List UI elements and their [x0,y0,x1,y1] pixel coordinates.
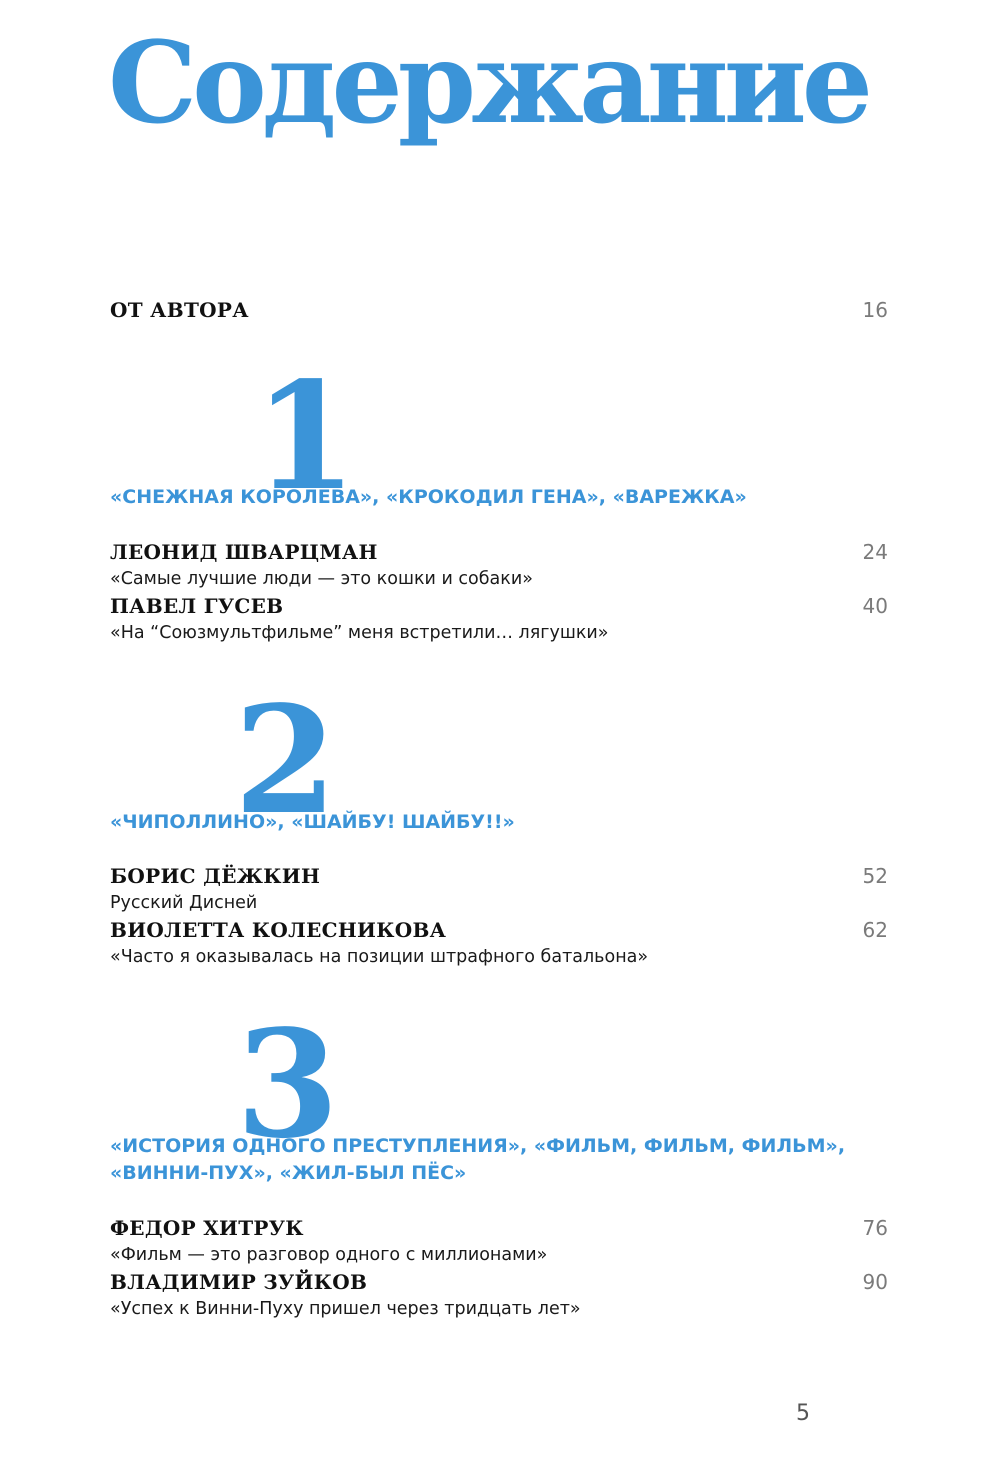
section-title-line-2: «ВИННИ-ПУХ», «ЖИЛ-БЫЛ ПЁС» [110,1162,467,1184]
section-title: «СНЕЖНАЯ КОРОЛЕВА», «КРОКОДИЛ ГЕНА», «ВАРЕЖКА» [110,486,747,508]
toc-entry[interactable] [110,917,888,943]
toc-page-number: 76 [862,1216,888,1240]
toc-entry-subtitle: «Самые лучшие люди — это кошки и собаки» [110,569,533,589]
folio-page-number: 5 [796,1401,810,1426]
page-title: Содержание [108,18,869,149]
toc-entry-name: БОРИС ДЁЖКИН [110,864,321,888]
toc-entry-name: ПАВЕЛ ГУСЕВ [110,594,284,618]
toc-page-number: 90 [862,1270,888,1294]
toc-entry[interactable] [110,1269,888,1295]
toc-entry-label: ОТ АВТОРА [110,298,249,322]
toc-page-number: 16 [862,298,888,322]
toc-entry-intro[interactable] [110,297,888,323]
toc-entry[interactable] [110,593,888,619]
toc-page-number: 62 [862,918,888,942]
toc-entry-name: ФЕДОР ХИТРУК [110,1216,304,1240]
toc-entry[interactable] [110,1215,888,1241]
toc-entry-name: ВЛАДИМИР ЗУЙКОВ [110,1270,368,1294]
section-title: «ЧИПОЛЛИНО», «ШАЙБУ! ШАЙБУ!!» [110,811,515,833]
toc-page-number: 52 [862,864,888,888]
toc-page-number: 24 [862,540,888,564]
section-number: 3 [236,997,339,1171]
toc-page-number: 40 [862,594,888,618]
toc-entry[interactable] [110,539,888,565]
toc-entry-subtitle: «Фильм — это разговор одного с миллионами» [110,1245,548,1265]
section-number: 1 [254,349,357,523]
toc-entry-subtitle: «Успех к Винни-Пуху пришел через тридцать лет» [110,1299,581,1319]
toc-entry-name: ВИОЛЕТТА КОЛЕСНИКОВА [110,918,447,942]
section-number: 2 [234,673,337,847]
toc-entry-subtitle: «На “Союзмультфильме” меня встретили… лягушки» [110,623,609,643]
toc-entry-subtitle: Русский Дисней [110,893,258,913]
toc-entry-subtitle: «Часто я оказывалась на позиции штрафного батальона» [110,947,649,967]
toc-entry[interactable] [110,863,888,889]
toc-entry-name: ЛЕОНИД ШВАРЦМАН [110,540,378,564]
section-title: «ИСТОРИЯ ОДНОГО ПРЕСТУПЛЕНИЯ», «ФИЛЬМ, ФИЛЬМ, ФИЛЬМ», [110,1135,846,1157]
